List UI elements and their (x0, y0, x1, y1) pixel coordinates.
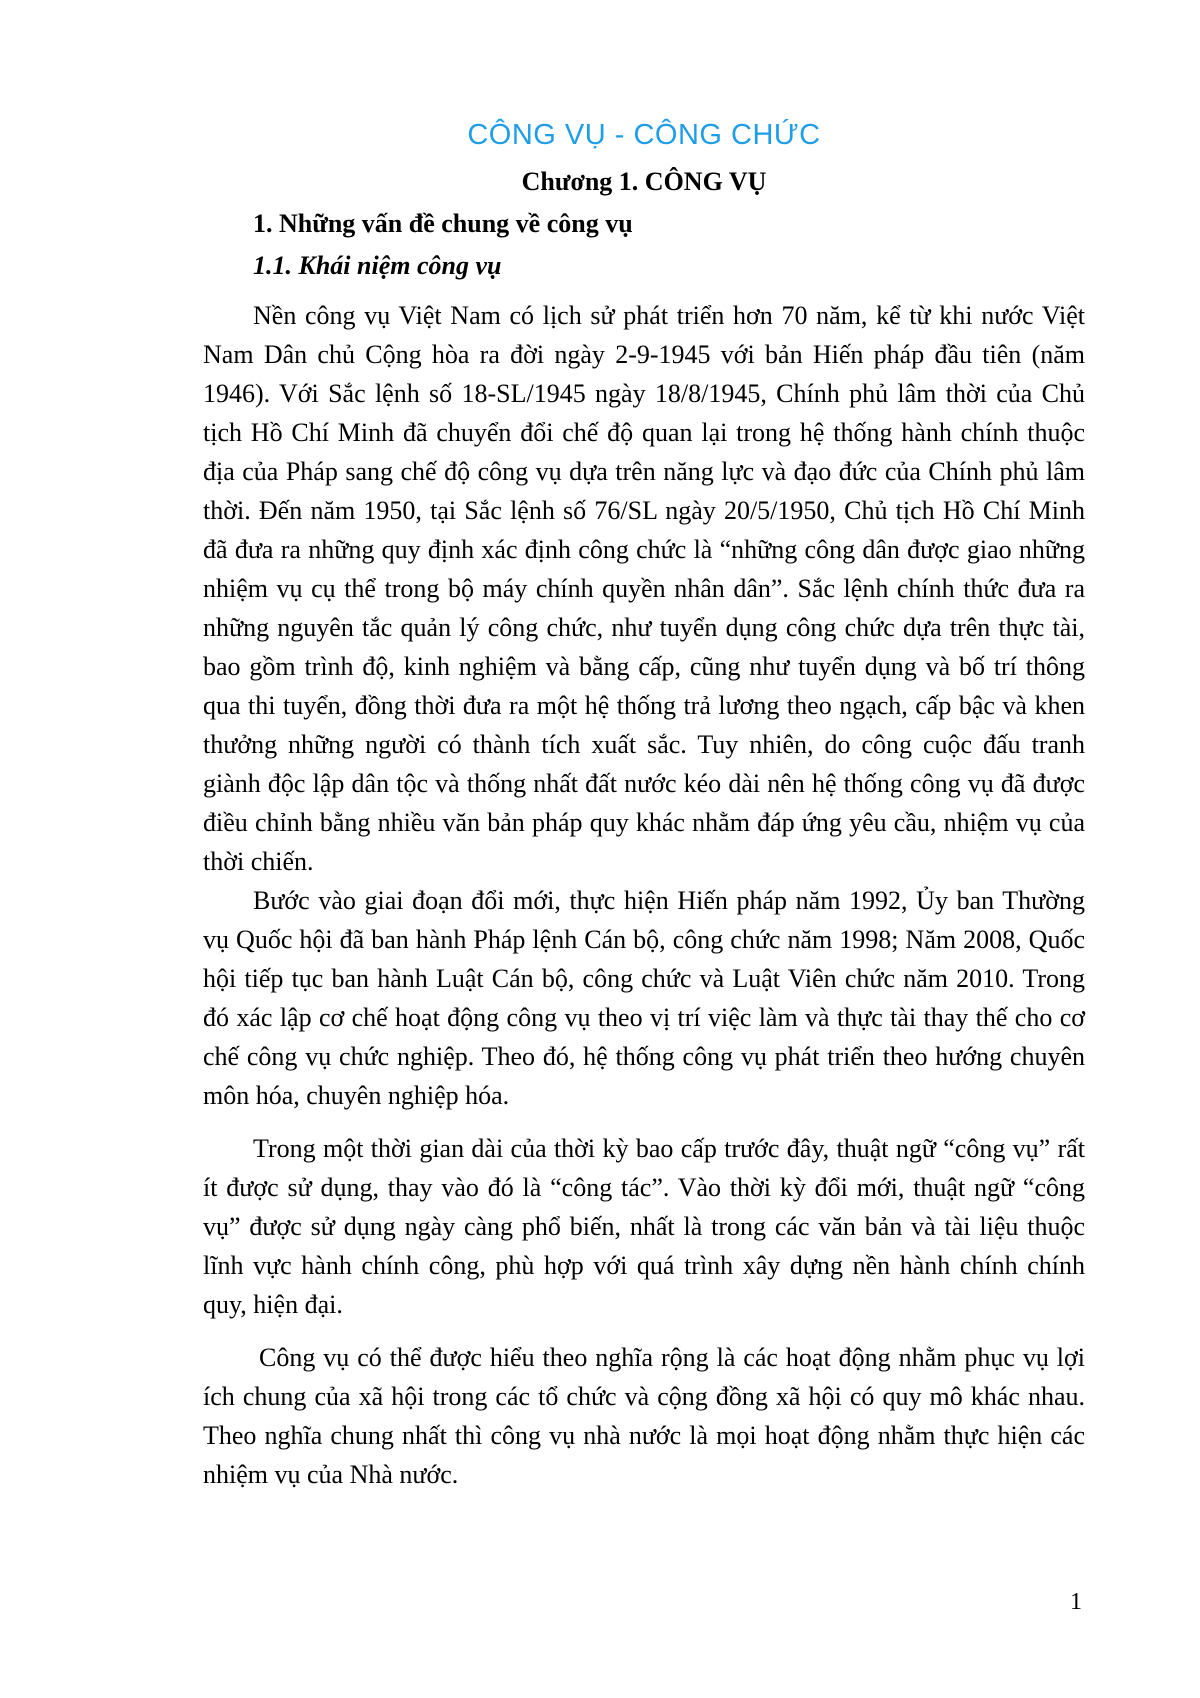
subsection-heading: 1.1. Khái niệm công vụ (253, 251, 502, 280)
paragraph-history: Nền công vụ Việt Nam có lịch sử phát triển hơn 70 năm, kể từ khi nước Việt Nam Dân chủ Cộng hòa ra đời ngày 2-9-1945 với bản Hiến pháp đầu tiên (năm 1946). Với Sắc lệnh số 18-SL/1945 ngày 18/8/1945, Chính phủ lâm thời của Chủ tịch Hồ Chí Minh đã chuyển đổi chế độ quan lại trong hệ thống hành chính thuộc địa của Pháp sang chế độ công vụ dựa trên năng lực và đạo đức của Chính phủ lâm thời. Đến năm 1950, tại Sắc lệnh số 76/SL ngày 20/5/1950, Chủ tịch Hồ Chí Minh đã đưa ra những quy định xác định công chức là “những công dân được giao những nhiệm vụ cụ thể trong bộ máy chính quyền nhân dân”. Sắc lệnh chính thức đưa ra những nguyên tắc quản lý công chức, như tuyển dụng công chức dựa trên thực tài, bao gồm trình độ, kinh nghiệm và bằng cấp, cũng như tuyển dụng và bố trí thông qua thi tuyển, đồng thời đưa ra một hệ thống trả lương theo ngạch, cấp bậc và khen thưởng những người có thành tích xuất sắc. Tuy nhiên, do công cuộc đấu tranh giành độc lập dân tộc và thống nhất đất nước kéo dài nên hệ thống công vụ đã được điều chỉnh bằng nhiều văn bản pháp quy khác nhằm đáp ứng yêu cầu, nhiệm vụ của thời chiến. (203, 301, 1085, 876)
page-number: 1 (1070, 1589, 1082, 1615)
paragraph-terminology: Trong một thời gian dài của thời kỳ bao cấp trước đây, thuật ngữ “công vụ” rất ít được sử dụng, thay vào đó là “công tác”. Vào thời kỳ đổi mới, thuật ngữ “công vụ” được sử dụng ngày càng phổ biến, nhất là trong các văn bản và tài liệu thuộc lĩnh vực hành chính công, phù hợp với quá trình xây dựng nền hành chính chính quy, hiện đại. (203, 1134, 1085, 1319)
section-heading: 1. Những vấn đề chung về công vụ (253, 209, 633, 238)
chapter-heading: Chương 1. CÔNG VỤ (521, 167, 767, 196)
document-title: CÔNG VỤ - CÔNG CHỨC (467, 119, 821, 151)
paragraph-reform: Bước vào giai đoạn đổi mới, thực hiện Hiến pháp năm 1992, Ủy ban Thường vụ Quốc hội đã ban hành Pháp lệnh Cán bộ, công chức năm 1998; Năm 2008, Quốc hội tiếp tục ban hành Luật Cán bộ, công chức và Luật Viên chức năm 2010. Trong đó xác lập cơ chế hoạt động công vụ theo vị trí việc làm và thực tài thay thế cho cơ chế công vụ chức nghiệp. Theo đó, hệ thống công vụ phát triển theo hướng chuyên môn hóa, chuyên nghiệp hóa. (203, 886, 1085, 1110)
page-content (203, 118, 1085, 1494)
paragraph-definition: Công vụ có thể được hiểu theo nghĩa rộng là các hoạt động nhằm phục vụ lợi ích chung của xã hội trong các tổ chức và cộng đồng xã hội có quy mô khác nhau. Theo nghĩa chung nhất thì công vụ nhà nước là mọi hoạt động nhằm thực hiện các nhiệm vụ của Nhà nước. (203, 1343, 1085, 1489)
